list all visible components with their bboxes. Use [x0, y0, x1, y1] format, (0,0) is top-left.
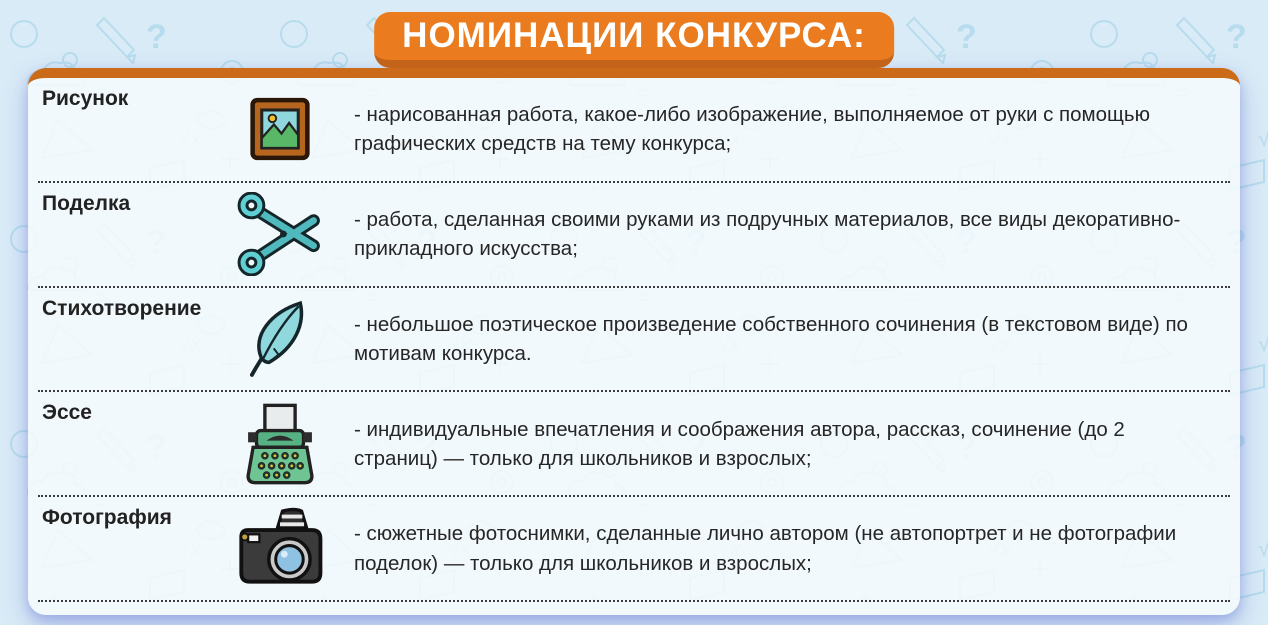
nomination-row-essay — [38, 392, 1230, 497]
nomination-label: Рисунок — [42, 87, 129, 110]
header-banner — [374, 12, 894, 68]
nomination-row-poem — [38, 288, 1230, 393]
nomination-label: Стихотворение — [42, 296, 202, 320]
nomination-description: - нарисованная работа, какое-либо изображение, выполняемое от руки с помощью графических средств на тему конкурса; — [354, 103, 1150, 156]
nomination-label: Фотография — [42, 506, 172, 530]
nomination-description: - работа, сделанная своими руками из подручных материалов, все виды декоративно-прикладного искусства; — [354, 208, 1181, 261]
picture-frame-icon — [220, 89, 340, 169]
camera-icon — [220, 506, 340, 592]
feather-icon — [220, 292, 340, 386]
page-title: НОМИНАЦИИ КОНКУРСА: — [402, 16, 866, 55]
typewriter-icon — [220, 398, 340, 490]
nomination-row-drawing — [38, 78, 1230, 183]
nominations-card — [28, 68, 1240, 615]
nomination-description: - сюжетные фотоснимки, сделанные лично автором (не автопортрет и не фотографии поделок) — только для школьников и взрослых; — [354, 522, 1177, 575]
nomination-description: - индивидуальные впечатления и соображения автора, рассказ, сочинение (до 2 страниц) — только для школьников и взрослых; — [354, 417, 1125, 470]
nomination-row-photo — [38, 497, 1230, 602]
nomination-description: - небольшое поэтическое произведение собственного сочинения (в текстовом виде) по мотивам конкурса. — [354, 312, 1188, 365]
nomination-label: Эссе — [42, 401, 92, 425]
scissors-icon — [220, 192, 340, 276]
nomination-row-craft — [38, 183, 1230, 288]
nomination-label: Поделка — [42, 191, 131, 215]
